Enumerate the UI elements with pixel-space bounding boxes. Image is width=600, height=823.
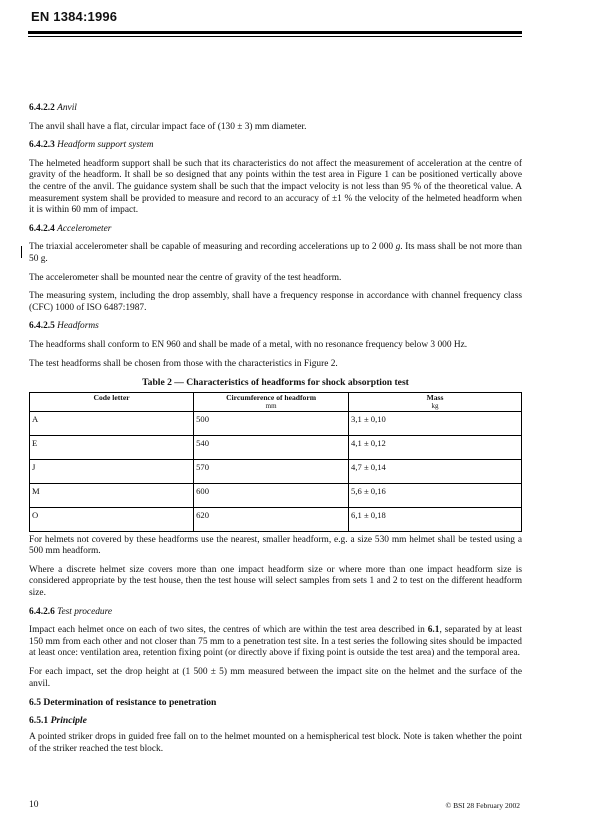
cell-code: O — [30, 507, 194, 531]
para-headform-support: The helmeted headform support shall be such that its characteristics do not affect the measurement of acceleration at the centre of gravity of the headform. It shall be so designed that any points within the test area in Figure 1 can be positioned vertically above the centre of the anvil. The guidance system shall be such that the impact velocity is not less than 95 % of the theoretical value. A measurement system shall be provided to measure and record to an accuracy of ±1 % the velocity of the helmeted headform when it is within 60 mm of impact. — [29, 158, 522, 216]
table-caption: Table 2 — Characteristics of headforms for shock absorption test — [142, 377, 409, 389]
col-header-mass: Mass kg — [349, 392, 522, 411]
cell-mass: 5,6 ± 0,16 — [349, 483, 522, 507]
cell-mass: 4,7 ± 0,14 — [349, 459, 522, 483]
para-principle: A pointed striker drops in guided free fall on to the helmet mounted on a hemispherical test block. Note is taken whether the point of the striker reached the test block. — [29, 732, 522, 754]
table-row — [30, 411, 522, 435]
para-anvil: The anvil shall have a flat, circular impact face of (130 ± 3) mm diameter. — [29, 121, 307, 132]
para-accelerometer-range: The triaxial accelerometer shall be capable of measuring and recording accelerations up to 2 000 g. Its mass shall be not more than 50 g. — [29, 242, 522, 264]
copyright-notice: © BSI 28 February 2002 — [445, 801, 520, 810]
cell-circumference: 600 — [194, 483, 349, 507]
table-row — [30, 483, 522, 507]
header-rule-thin — [28, 36, 522, 37]
cell-circumference: 620 — [194, 507, 349, 531]
cell-mass: 4,1 ± 0,12 — [349, 435, 522, 459]
col-header-code: Code letter — [30, 392, 194, 411]
body-content — [29, 103, 522, 763]
cell-mass: 3,1 ± 0,10 — [349, 411, 522, 435]
para-headforms: The headforms shall conform to EN 960 and shall be made of a metal, with no resonance frequency below 3 000 Hz. — [29, 339, 468, 350]
change-bar — [21, 246, 22, 258]
table-row — [30, 507, 522, 531]
cell-code: J — [30, 459, 194, 483]
heading-6426: 6.4.2.6 Test procedure — [29, 606, 113, 617]
para-discrete-size: Where a discrete helmet size covers more than one impact headform size or where more than one impact headform size is considered appropriate by the test house, then the test house will select samples from sets 1 and 2 to test on the different headform size. — [29, 564, 522, 599]
standard-header: EN 1384:1996 — [31, 9, 118, 24]
table-row — [30, 459, 522, 483]
col-header-circumference: Circumference of headform mm — [194, 392, 349, 411]
cell-circumference: 540 — [194, 435, 349, 459]
cell-code: E — [30, 435, 194, 459]
para-measuring-system: The measuring system, including the drop assembly, shall have a frequency response in accordance with channel frequency class (CFC) 1000 of ISO 6487:1987. — [29, 291, 522, 313]
cell-mass: 6,1 ± 0,18 — [349, 507, 522, 531]
heading-6422: 6.4.2.2 Anvil — [29, 103, 77, 113]
ref-6-1: 6.1 — [427, 625, 440, 636]
heading-6423: 6.4.2.3 Headform support system — [29, 140, 154, 151]
heading-6424: 6.4.2.4 Accelerometer — [29, 223, 112, 234]
table-header-row — [30, 392, 522, 411]
table-row — [30, 435, 522, 459]
page-number: 10 — [29, 800, 39, 810]
para-test-procedure: Impact each helmet once on each of two sites, the centres of which are within the test area described in 6.1, separated by at least 150 mm from each other and not closer than 75 mm to a penetration test site. In a test series the following sites should be impacted at least once: ventilation area, retention fixing point (or directly above if fixing point is outside the test area) and the temporal area. — [29, 625, 523, 659]
cell-circumference: 570 — [194, 459, 349, 483]
para-drop-height: For each impact, set the drop height at (1 500 ± 5) mm measured between the impact site on the helmet and the surface of the anvil. — [29, 667, 522, 689]
para-headform-choice: The test headforms shall be chosen from those with the characteristics in Figure 2. — [29, 358, 338, 369]
heading-651: 6.5.1 Principle — [29, 714, 87, 726]
cell-code: A — [30, 411, 194, 435]
heading-65: 6.5 Determination of resistance to penetration — [29, 697, 217, 709]
header-rule-thick — [28, 31, 522, 34]
cell-circumference: 500 — [194, 411, 349, 435]
heading-6425: 6.4.2.5 Headforms — [29, 321, 99, 332]
cell-code: M — [30, 483, 194, 507]
para-smaller-headform: For helmets not covered by these headforms use the nearest, smaller headform, e.g. a size 530 mm helmet shall be tested using a 500 mm headform. — [29, 534, 522, 557]
headform-table — [29, 392, 522, 532]
para-accelerometer-mount: The accelerometer shall be mounted near the centre of gravity of the test headform. — [29, 272, 342, 283]
